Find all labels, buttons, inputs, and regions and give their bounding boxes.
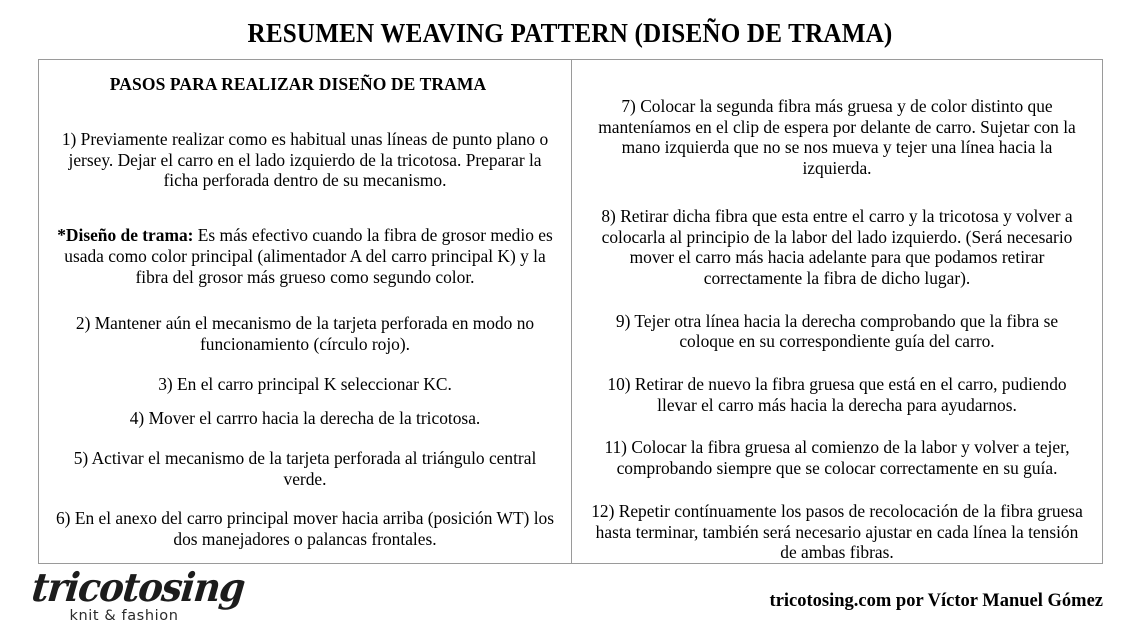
step-11: 11) Colocar la fibra gruesa al comienzo de la labor y volver a tejer, comprobando siempre que se colocar correctamente en su guía. [604, 437, 1070, 479]
step-9: 9) Tejer otra línea hacia la derecha comprobando que la fibra se coloque en su correspondiente guía del carro. [615, 310, 1059, 352]
step-4: 4) Mover el carrro hacia la derecha de la tricotosa. [129, 408, 481, 429]
step-5: 5) Activar el mecanismo de la tarjeta perforada al triángulo central verde. [73, 448, 537, 489]
step-3: 3) En el carro principal K seleccionar KC. [158, 373, 452, 394]
brand-wordmark: tricotosing [29, 563, 247, 611]
step-8: 8) Retirar dicha fibra que esta entre el carro y la tricotosa y volver a colocarla al principio de la labor del lado izquierdo. (Será necesario mover el carro más hacia adelante para que podamos retirar correctamente la fibra de dicho lugar). [601, 205, 1073, 288]
note-bold-lead: *Diseño de trama: [57, 225, 194, 246]
step-6: 6) En el anexo del carro principal mover hacia arriba (posición WT) los dos manejadores o palancas frontales. [55, 508, 554, 550]
spacer [590, 289, 1084, 311]
left-column [39, 60, 571, 563]
step-10: 10) Retirar de nuevo la fibra gruesa que está en el carro, pudiendo llevar el carro más hacia la derecha para ayudarnos. [607, 374, 1067, 415]
spacer [55, 95, 555, 129]
right-column [572, 60, 1102, 563]
brand-logo [29, 563, 247, 637]
note-body: Es más efectivo cuando la fibra de grosor medio es usada como color principal (alimentador A del carro principal K) y la fibra del grosor más grueso como segundo color. [64, 225, 553, 287]
step-12: 12) Repetir contínuamente los pasos de recolocación de la fibra gruesa hasta terminar, también será necesario ajustar en cada línea la tensión de ambas fibras. [591, 500, 1083, 563]
step-2: 2) Mantener aún el mecanismo de la tarjeta perforada en modo no funcionamiento (círculo rojo). [75, 313, 535, 354]
footer [0, 563, 1140, 641]
left-column-heading: PASOS PARA REALIZAR DISEÑO DE TRAMA [109, 74, 487, 94]
spacer [55, 489, 555, 508]
content-box [38, 59, 1103, 564]
spacer [55, 429, 555, 448]
spacer [55, 287, 555, 313]
spacer [55, 191, 555, 225]
brand-tagline: knit & fashion [69, 608, 179, 624]
spacer [590, 352, 1084, 374]
spacer [590, 179, 1084, 206]
step-7: 7) Colocar la segunda fibra más gruesa y de color distinto que manteníamos en el clip de espera por delante de carro. Sujetar con la mano izquierda que no se nos mueva y tejer una línea hacia la izquierda. [598, 96, 1076, 179]
spacer [55, 394, 555, 408]
spacer [55, 355, 555, 374]
credit-line: tricotosing.com por Víctor Manuel Gómez [769, 591, 1103, 611]
page-title: RESUMEN WEAVING PATTERN (DISEÑO DE TRAMA) [247, 18, 893, 48]
spacer [590, 415, 1084, 437]
step-1: 1) Previamente realizar como es habitual unas líneas de punto plano o jersey. Dejar el carro en el lado izquierdo de la tricotosa. Preparar la ficha perforada dentro de su mecanismo. [61, 129, 549, 191]
note-diseno-de-trama [55, 225, 555, 287]
spacer [590, 479, 1084, 501]
